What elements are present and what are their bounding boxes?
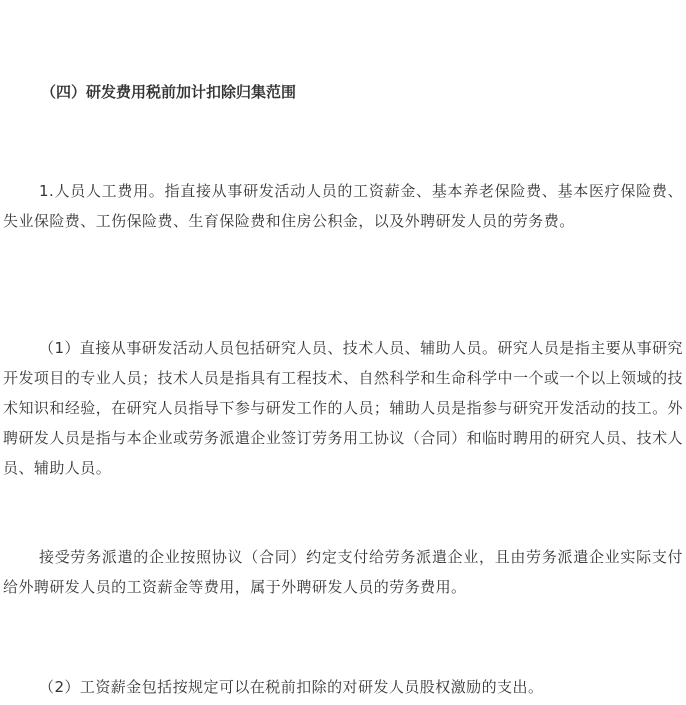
paragraph-rd-personnel-definition: （1）直接从事研发活动人员包括研究人员、技术人员、辅助人员。研究人员是指主要从事研究开发项目的专业人员；技术人员是指具有工程技术、自然科学和生命科学中一个或一个以上领域的技术知识和经验，在研究人员指导下参与研发工作的人员；辅助人员是指参与研究开发活动的技工。外聘研发人员是指与本企业或劳务派遣企业签订劳务用工协议（合同）和临时聘用的研究人员、技术人员、辅助人员。 <box>3 339 683 477</box>
paragraph-labor-dispatch: 接受劳务派遣的企业按照协议（合同）约定支付给劳务派遣企业，且由劳务派遣企业实际支付给外聘研发人员的工资薪金等费用，属于外聘研发人员的劳务费用。 <box>3 548 683 596</box>
paragraph-salary-equity-incentive: （2）工资薪金包括按规定可以在税前扣除的对研发人员股权激励的支出。 <box>39 678 544 696</box>
paragraph-personnel-costs: 1.人员人工费用。指直接从事研发活动人员的工资薪金、基本养老保险费、基本医疗保险费、失业保险费、工伤保险费、生育保险费和住房公积金，以及外聘研发人员的劳务费。 <box>3 182 683 230</box>
section-heading: （四）研发费用税前加计扣除归集范围 <box>41 83 297 101</box>
